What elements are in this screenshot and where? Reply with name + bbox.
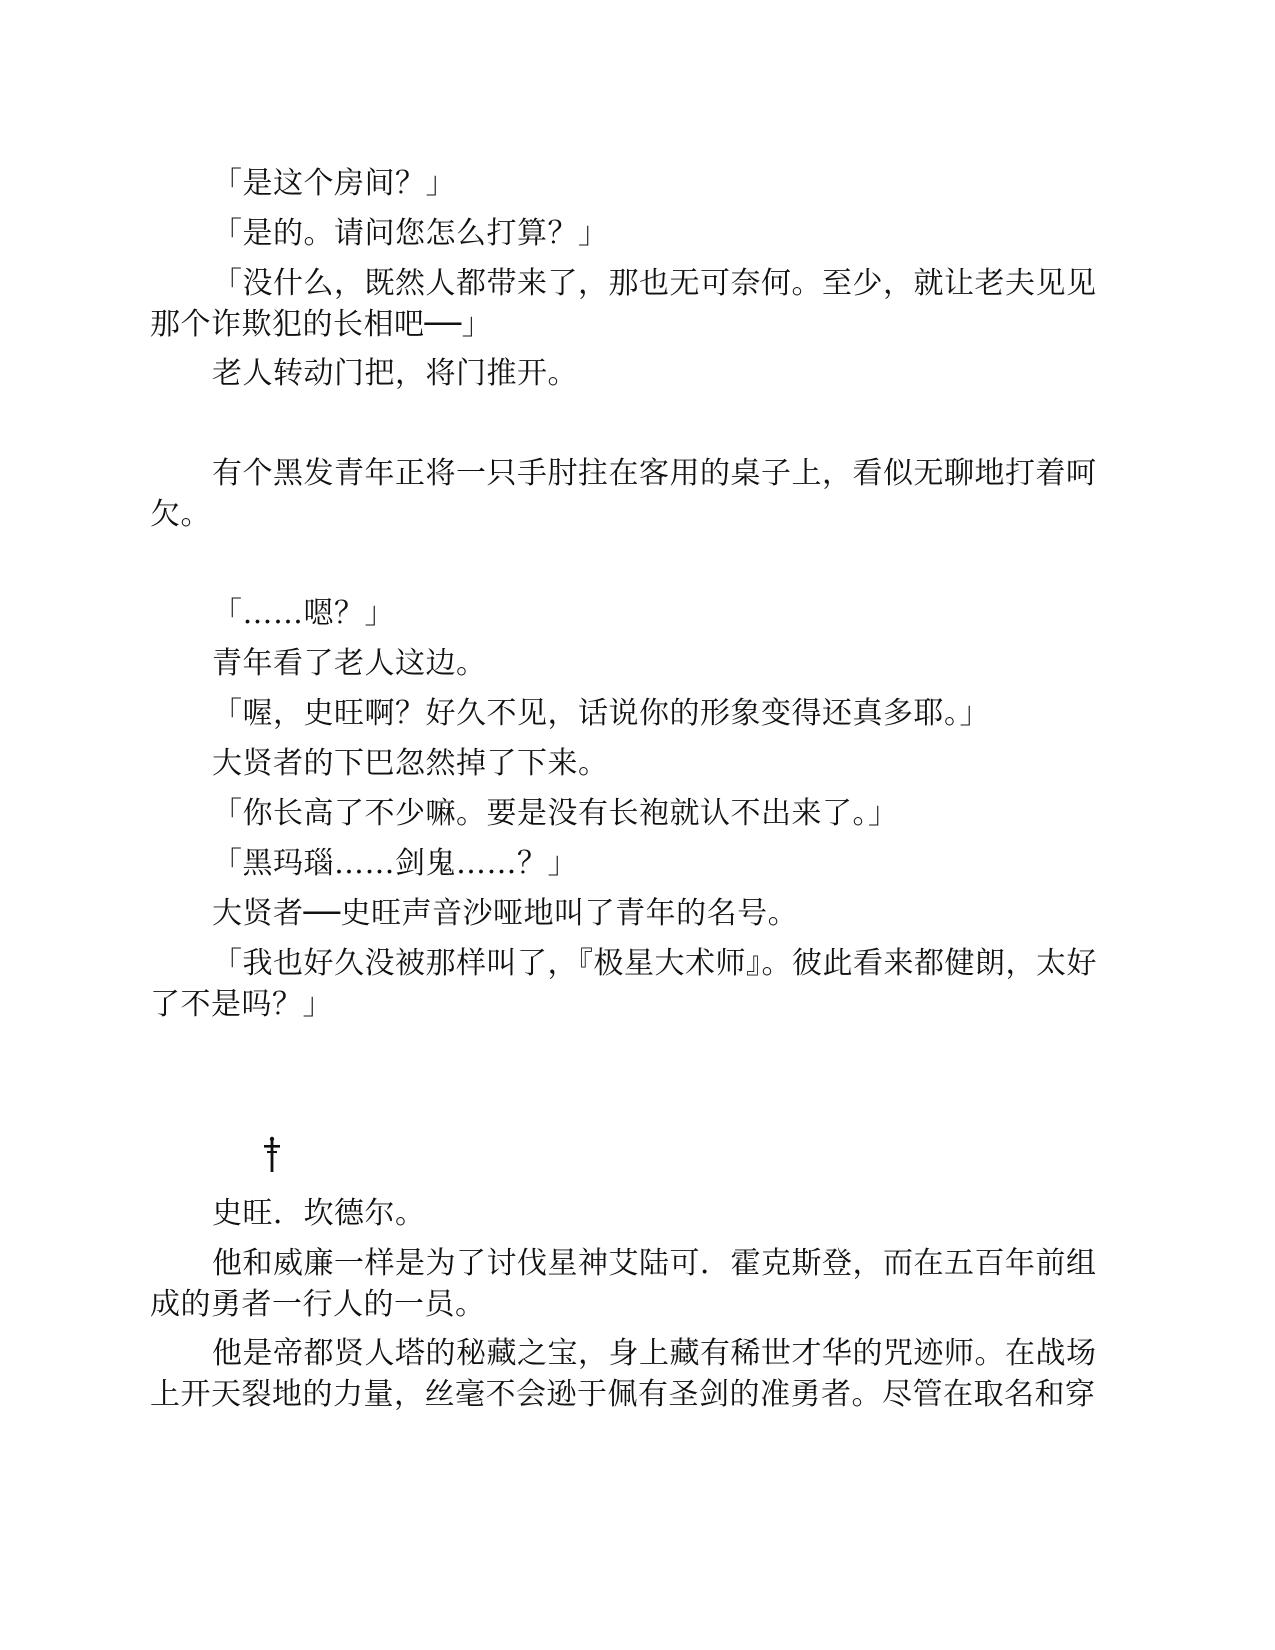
paragraph-5: 有个黑发青年正将一只手肘拄在客用的桌子上，看似无聊地打着呵欠。 [150,456,1097,532]
paragraph-2: 「是的。请问您怎么打算？」 [212,216,609,251]
paragraph-3: 「没什么，既然人都带来了，那也无可奈何。至少，就让老夫见见那个诈欺犯的长相吧──」 [150,266,1097,342]
paragraph-9: 大贤者的下巴忽然掉了下来。 [212,746,609,781]
paragraph-8: 「喔，史旺啊？好久不见，话说你的形象变得还真多耶。」 [212,696,990,731]
paragraph-6: 「……嗯？」 [212,596,395,631]
paragraph-13: 「我也好久没被那样叫了，『极星大术师』。彼此看来都健朗，太好了不是吗？」 [150,946,1097,1022]
paragraph-12: 大贤者──史旺声音沙哑地叫了青年的名号。 [212,896,799,931]
paragraph-1: 「是这个房间？」 [212,166,456,201]
paragraph-14: 史旺．坎德尔。 [212,1196,426,1231]
paragraph-4: 老人转动门把，将门推开。 [212,356,578,391]
paragraph-11: 「黑玛瑙……剑鬼……？」 [212,846,578,881]
paragraph-7: 青年看了老人这边。 [212,646,487,681]
paragraph-16: 他是帝都贤人塔的秘藏之宝，身上藏有稀世才华的咒迹师。在战场上开天裂地的力量，丝毫不会逊于佩有圣剑的准勇者。尽管在取名和穿 [150,1336,1097,1412]
dagger-icon [262,1136,282,1174]
paragraph-10: 「你长高了不少嘛。要是没有长袍就认不出来了。」 [212,796,899,831]
paragraph-15: 他和威廉一样是为了讨伐星神艾陆可．霍克斯登，而在五百年前组成的勇者一行人的一员。 [150,1246,1097,1322]
